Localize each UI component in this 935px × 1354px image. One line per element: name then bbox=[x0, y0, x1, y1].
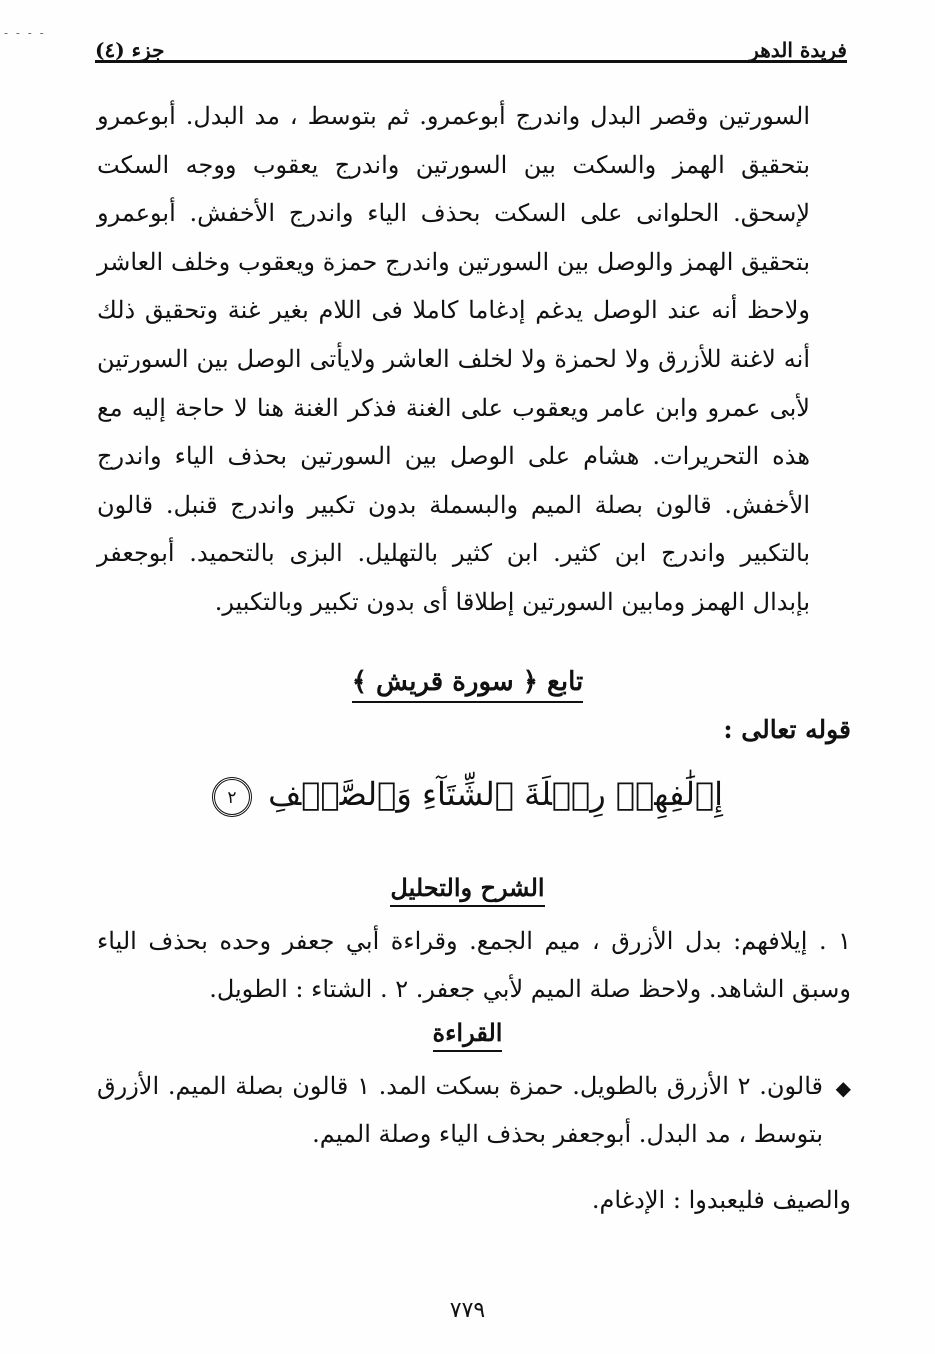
final-line: والصيف فليعبدوا : الإدغام. bbox=[591, 1186, 851, 1214]
corner-mark: - - - - bbox=[4, 26, 46, 40]
book-title: فريدة الدهر bbox=[749, 38, 847, 62]
qiraa-title bbox=[0, 1018, 935, 1047]
sharh-title bbox=[0, 873, 935, 902]
header-rule bbox=[95, 60, 847, 63]
sharh-text: ١ . إيلافهم: بدل الأزرق ، ميم الجمع. وقراءة أبي جعفر وحده بحذف الياء وسبق الشاهد. ولاحظ صلة الميم لأبي جعفر. ٢ . الشتاء : الطويل. bbox=[97, 927, 851, 1003]
qiraa-title-text: القراءة bbox=[433, 1018, 503, 1052]
qawl-label: قوله تعالى : bbox=[723, 715, 851, 744]
diamond-bullet-icon: ◆ bbox=[835, 1076, 851, 1100]
quran-verse bbox=[0, 775, 935, 817]
qiraa-bullet bbox=[97, 1062, 851, 1158]
section-title bbox=[0, 667, 935, 697]
section-title-text: تابع ﴿ سورة قريش ﴾ bbox=[352, 667, 583, 703]
page-number: ٧٧٩ bbox=[449, 1298, 486, 1323]
page-header bbox=[95, 22, 847, 62]
verse-text: إِۦلَٰفِهِمۡ رِحۡلَةَ ٱلشِّتَآءِ وَٱلصَّيۡفِ bbox=[268, 775, 724, 813]
intro-paragraph: السورتين وقصر البدل واندرج أبوعمرو. ثم بتوسط ، مد البدل. أبوعمرو بتحقيق الهمز والسكت بين السورتين واندرج يعقوب ووجه السكت لإسحق. الحلوانى على السكت بحذف الياء واندرج الأخفش. أبوعمرو بتحقيق الهمز والوصل بين السورتين واندرج حمزة ويعقوب وخلف العاشر ولاحظ أنه عند الوصل يدغم إدغاما كاملا فى اللام بغير غنة وتحقيق ذلك أنه لاغنة للأزرق ولا لحمزة ولا لخلف العاشر ولايأتى الوصل بين السورتين لأبى عمرو وابن عامر ويعقوب على الغنة فذكر الغنة هنا لا حاجة إليه مع هذه التحريرات. هشام على الوصل بين السورتين بحذف الياء واندرج الأخفش. قالون بصلة الميم والبسملة بدون تكبير واندرج قنبل. قالون بالتكبير واندرج ابن كثير. ابن كثير بالتهليل. البزى بالتحميد. أبوجعفر بإبدال الهمز ومابين السورتين إطلاقا أى بدون تكبير وبالتكبير. bbox=[97, 102, 810, 616]
part-label: جزء (٤) bbox=[95, 38, 165, 62]
sharh-title-text: الشرح والتحليل bbox=[390, 873, 544, 907]
qiraa-text: قالون. ٢ الأزرق بالطويل. حمزة بسكت المد. ١ قالون بصلة الميم. الأزرق بتوسط ، مد البدل. أبوجعفر بحذف الياء وصلة الميم. bbox=[97, 1072, 824, 1148]
verse-number-marker: ٢ bbox=[212, 777, 252, 817]
